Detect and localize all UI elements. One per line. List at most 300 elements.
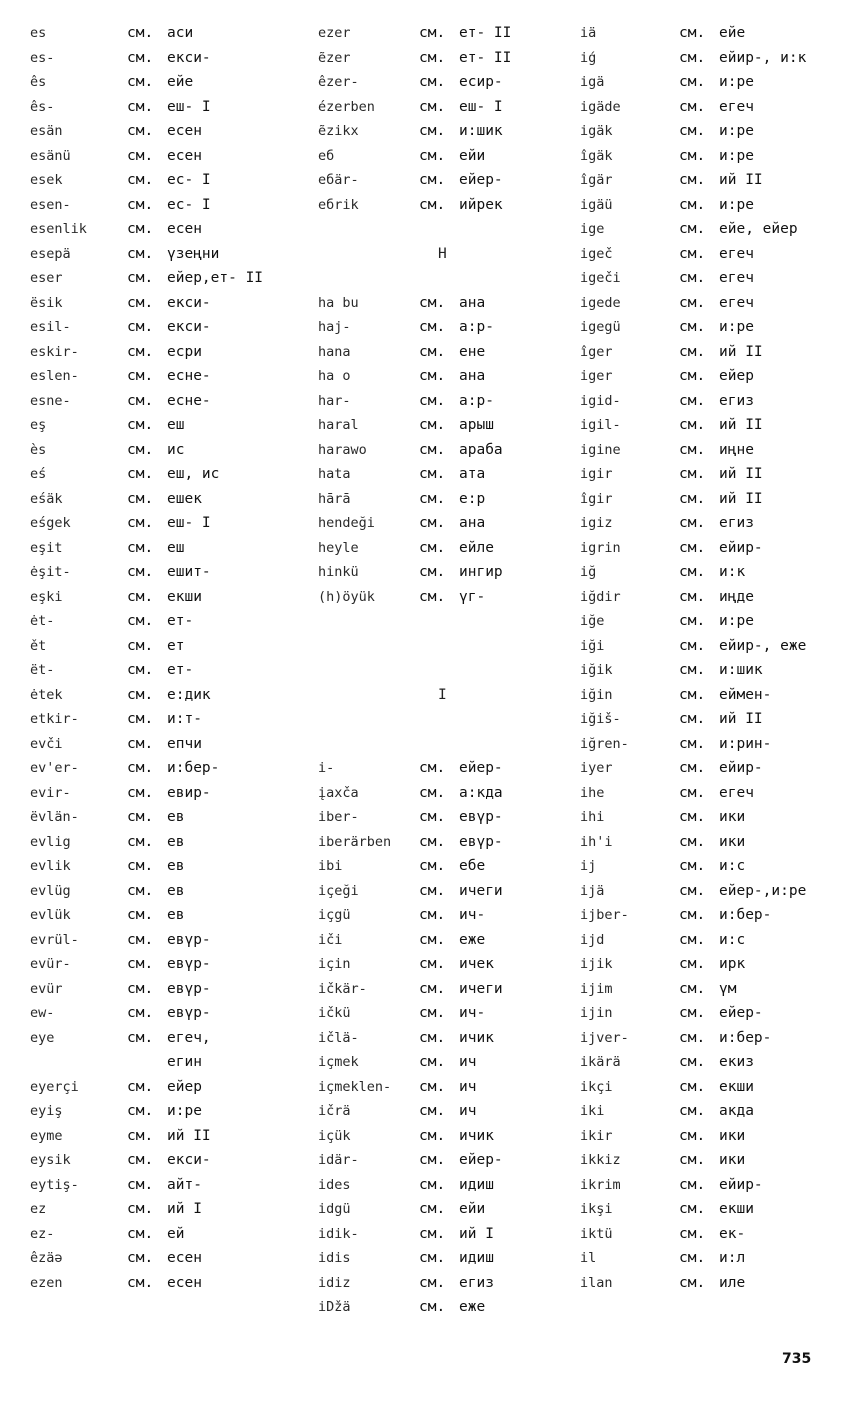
cross-ref-target: есне- (167, 392, 211, 409)
cross-ref-target: ичеги (459, 882, 503, 899)
headword: ikkiz (580, 1152, 621, 1168)
headword: eslen- (30, 368, 79, 384)
cross-ref-marker: см. (679, 172, 706, 188)
dictionary-entry (30, 805, 263, 830)
dictionary-entry (318, 389, 511, 414)
cross-ref-target: егеч (719, 294, 754, 311)
dictionary-entry (580, 536, 806, 561)
headword: ijber- (580, 907, 629, 923)
dictionary-entry (580, 462, 806, 487)
headword: esen- (30, 196, 71, 213)
headword: eśäk (30, 490, 63, 507)
cross-ref-marker: см. (679, 1005, 706, 1021)
dictionary-entry (580, 879, 806, 904)
cross-ref-target: аси (167, 25, 194, 41)
cross-ref-marker: см. (419, 1152, 446, 1168)
cross-ref-marker: см. (679, 123, 706, 139)
cross-ref-marker: см. (127, 1176, 154, 1193)
cross-ref-marker: см. (127, 784, 154, 801)
cross-ref-target: иңде (719, 588, 754, 605)
headword: esänü (30, 147, 71, 164)
cross-ref-marker: см. (679, 564, 706, 580)
cross-ref-target: а:р- (459, 392, 494, 409)
dictionary-entry (30, 291, 263, 316)
headword: ikärä (580, 1054, 621, 1070)
column-1 (30, 21, 263, 1295)
dictionary-entry (580, 144, 806, 169)
dictionary-entry (318, 70, 511, 95)
cross-ref-marker: см. (679, 980, 706, 997)
dictionary-entry (580, 46, 806, 71)
cross-ref-marker: см. (419, 1176, 446, 1193)
cross-ref-marker: см. (419, 417, 446, 433)
headword: eś (30, 466, 47, 482)
cross-ref-target: еймен- (719, 686, 772, 703)
headword: eş (30, 417, 47, 433)
cross-ref-target: екси- (167, 319, 211, 335)
cross-ref-target: ичик (459, 1127, 494, 1144)
dictionary-entry (30, 389, 263, 414)
headword: igegü (580, 319, 621, 335)
cross-ref-marker: см. (679, 588, 706, 605)
cross-ref-marker: см. (127, 196, 154, 213)
cross-ref-marker: см. (419, 196, 446, 213)
cross-ref-target: и:л (719, 1250, 746, 1266)
cross-ref-marker: см. (419, 98, 446, 115)
section-letter: H (438, 245, 447, 262)
cross-ref-target: а:р- (459, 319, 494, 335)
headword: igede (580, 294, 621, 311)
cross-ref-target: ий II (719, 466, 763, 482)
cross-ref-marker: см. (419, 147, 446, 164)
headword: es (30, 25, 47, 41)
headword: hinkü (318, 564, 359, 580)
cross-ref-marker: см. (127, 735, 154, 752)
cross-ref-marker: см. (127, 123, 154, 139)
dictionary-entry (30, 438, 263, 463)
headword: iğik (580, 662, 613, 678)
cross-ref-marker: см. (679, 711, 706, 727)
dictionary-entry (30, 462, 263, 487)
dictionary-entry (318, 1099, 511, 1124)
cross-ref-target: ата (459, 466, 486, 482)
dictionary-entry (30, 1075, 263, 1100)
cross-ref-marker: см. (127, 809, 154, 825)
dictionary-entry (30, 46, 263, 71)
dictionary-entry (318, 756, 511, 781)
cross-ref-marker: см. (127, 221, 154, 237)
dictionary-entry (580, 732, 806, 757)
dictionary-entry (580, 1050, 806, 1075)
headword: ijd (580, 931, 605, 948)
cross-ref-target: арыш (459, 417, 494, 433)
headword: ezer (318, 25, 351, 41)
cross-ref-target: и:шик (459, 123, 503, 139)
headword: eskir- (30, 343, 79, 360)
cross-ref-target: есир- (459, 74, 503, 90)
cross-ref-target: ий II (719, 490, 763, 507)
headword: ides (318, 1176, 351, 1193)
dictionary-entry (30, 707, 263, 732)
dictionary-entry (30, 95, 263, 120)
cross-ref-target: есен (167, 1274, 202, 1291)
headword: haj- (318, 319, 351, 335)
dictionary-entry (580, 1099, 806, 1124)
headword: ëvlän- (30, 809, 79, 825)
cross-ref-target: ене (459, 343, 486, 360)
cross-ref-marker: см. (419, 1274, 446, 1291)
cross-ref-marker: см. (127, 637, 154, 654)
headword: įaxča (318, 784, 359, 801)
cross-ref-marker: см. (679, 441, 706, 458)
dictionary-entry (30, 21, 263, 46)
dictionary-entry (318, 46, 511, 71)
dictionary-entry (318, 144, 511, 169)
dictionary-entry (580, 413, 806, 438)
cross-ref-target: ий II (719, 417, 763, 433)
cross-ref-marker: см. (679, 858, 706, 874)
cross-ref-marker: см. (419, 343, 446, 360)
headword: ẽzer (318, 49, 351, 66)
cross-ref-marker: см. (419, 980, 446, 997)
headword: iğren- (580, 735, 629, 752)
cross-ref-marker: см. (679, 294, 706, 311)
dictionary-entry (318, 952, 511, 977)
cross-ref-marker: см. (679, 221, 706, 237)
cross-ref-marker: см. (419, 123, 446, 139)
dictionary-entry (30, 511, 263, 536)
headword: îgär (580, 172, 613, 188)
dictionary-entry (30, 70, 263, 95)
headword: ézerben (318, 98, 375, 115)
cross-ref-target: идиш (459, 1250, 494, 1266)
cross-ref-marker: см. (419, 858, 446, 874)
column-2 (318, 21, 511, 1320)
cross-ref-marker: см. (127, 882, 154, 899)
cross-ref-target: ебе (459, 858, 486, 874)
cross-ref-marker: см. (127, 466, 154, 482)
headword: igäk (580, 123, 613, 139)
cross-ref-target: есен (167, 1250, 202, 1266)
cross-ref-target: е:р (459, 490, 486, 507)
dictionary-entry (318, 1124, 511, 1149)
cross-ref-target: и:ре (719, 123, 754, 139)
dictionary-entry (580, 511, 806, 536)
dictionary-entry (30, 952, 263, 977)
cross-ref-marker: см. (127, 294, 154, 311)
cross-ref-marker: см. (127, 1274, 154, 1291)
cross-ref-marker: см. (419, 490, 446, 507)
headword: iğiš- (580, 711, 621, 727)
headword: êzäə (30, 1250, 63, 1266)
dictionary-entry (30, 193, 263, 218)
cross-ref-marker: см. (419, 294, 446, 311)
headword: eбär- (318, 172, 359, 188)
dictionary-entry (580, 193, 806, 218)
dictionary-entry (580, 707, 806, 732)
cross-ref-target: ет- II (459, 49, 512, 66)
dictionary-entry (30, 217, 263, 242)
cross-ref-marker: см. (127, 490, 154, 507)
dictionary-entry (30, 364, 263, 389)
dictionary-entry (580, 168, 806, 193)
cross-ref-target: еже (459, 1299, 486, 1315)
cross-ref-target: ий II (719, 343, 763, 360)
dictionary-entry (318, 879, 511, 904)
dictionary-entry (580, 903, 806, 928)
headword: ičlä- (318, 1029, 359, 1046)
cross-ref-target: еже (459, 931, 486, 948)
cross-ref-marker: см. (419, 809, 446, 825)
cross-ref-target: и:ре (719, 319, 754, 335)
dictionary-entry (318, 928, 511, 953)
cross-ref-target: ейе (167, 74, 194, 90)
dictionary-entry (30, 1099, 263, 1124)
dictionary-entry (318, 438, 511, 463)
cross-ref-marker: см. (679, 907, 706, 923)
headword: idiz (318, 1274, 351, 1291)
dictionary-entry (580, 634, 806, 659)
blank-row (318, 634, 511, 659)
dictionary-entry (318, 1001, 511, 1026)
cross-ref-marker: см. (127, 417, 154, 433)
headword: iği (580, 637, 605, 654)
cross-ref-marker: см. (127, 539, 154, 556)
headword: eyerçi (30, 1078, 79, 1095)
dictionary-entry (580, 683, 806, 708)
cross-ref-marker: см. (679, 613, 706, 629)
headword: igir (580, 466, 613, 482)
dictionary-entry (30, 928, 263, 953)
headword: ihi (580, 809, 605, 825)
headword: ět (30, 637, 47, 654)
cross-ref-marker: см. (679, 539, 706, 556)
dictionary-entry (30, 830, 263, 855)
dictionary-entry (580, 658, 806, 683)
headword: ez (30, 1201, 47, 1217)
cross-ref-target: екси- (167, 49, 211, 66)
headword: idär- (318, 1152, 359, 1168)
cross-ref-target: ики (719, 809, 746, 825)
cross-ref-marker: см. (679, 735, 706, 752)
dictionary-entry (318, 805, 511, 830)
dictionary-entry (30, 781, 263, 806)
cross-ref-target: егиз (459, 1274, 494, 1291)
cross-ref-target: ич (459, 1078, 477, 1095)
cross-ref-target: и:с (719, 858, 746, 874)
dictionary-entry (30, 903, 263, 928)
cross-ref-marker: см. (127, 980, 154, 997)
cross-ref-marker: см. (679, 368, 706, 384)
cross-ref-marker: см. (679, 686, 706, 703)
dictionary-entry (580, 1246, 806, 1271)
dictionary-entry (580, 217, 806, 242)
cross-ref-target: үм (719, 980, 737, 997)
cross-ref-target: есен (167, 147, 202, 164)
dictionary-entry (318, 854, 511, 879)
cross-ref-marker: см. (127, 1078, 154, 1095)
cross-ref-target: ев (167, 809, 185, 825)
cross-ref-target: егиз (719, 515, 754, 531)
headword: ijin (580, 1005, 613, 1021)
dictionary-entry (318, 21, 511, 46)
cross-ref-target: ана (459, 368, 486, 384)
cross-ref-target: ингир (459, 564, 503, 580)
cross-ref-marker: см. (419, 466, 446, 482)
dictionary-entry (318, 487, 511, 512)
dictionary-entry (30, 413, 263, 438)
cross-ref-marker: см. (419, 784, 446, 801)
dictionary-entry (30, 1124, 263, 1149)
headword: (h)öyük (318, 588, 375, 605)
cross-ref-marker: см. (419, 1127, 446, 1144)
dictionary-entry (580, 315, 806, 340)
cross-ref-target: ий I (167, 1201, 202, 1217)
headword: igä (580, 74, 605, 90)
headword: ès (30, 441, 47, 458)
cross-ref-marker: см. (679, 147, 706, 164)
cross-ref-target: иле (719, 1274, 746, 1291)
headword: eysik (30, 1152, 71, 1168)
cross-ref-marker: см. (679, 392, 706, 409)
cross-ref-marker: см. (679, 245, 706, 262)
dictionary-entry (318, 462, 511, 487)
cross-ref-marker: см. (127, 441, 154, 458)
dictionary-entry (318, 291, 511, 316)
headword: ih'i (580, 833, 613, 850)
dictionary-entry (30, 1246, 263, 1271)
headword: igäde (580, 98, 621, 115)
headword: ev'er- (30, 760, 79, 776)
headword: ikrim (580, 1176, 621, 1193)
dictionary-entry (30, 536, 263, 561)
cross-ref-marker: см. (419, 1299, 446, 1315)
dictionary-entry (580, 21, 806, 46)
cross-ref-marker: см. (419, 1005, 446, 1021)
cross-ref-marker: см. (127, 1005, 154, 1021)
cross-ref-marker: см. (127, 74, 154, 90)
dictionary-entry (30, 144, 263, 169)
cross-ref-target: есри (167, 343, 202, 360)
headword: iä (580, 25, 597, 41)
cross-ref-target: егиз (719, 392, 754, 409)
dictionary-entry (318, 511, 511, 536)
cross-ref-target: егеч (719, 245, 754, 262)
section-header (318, 242, 511, 267)
cross-ref-target: ий II (167, 1127, 211, 1144)
dictionary-entry (580, 1271, 806, 1296)
dictionary-entry (580, 609, 806, 634)
headword: îger (580, 343, 613, 360)
dictionary-entry (580, 95, 806, 120)
cross-ref-marker: см. (127, 1225, 154, 1242)
cross-ref-marker: см. (127, 343, 154, 360)
dictionary-entry (580, 1173, 806, 1198)
cross-ref-target: ев (167, 907, 185, 923)
page-number: 735 (782, 1351, 812, 1367)
blank-row (318, 732, 511, 757)
cross-ref-target: ет- II (459, 25, 512, 41)
headword: igil- (580, 417, 621, 433)
cross-ref-marker: см. (679, 833, 706, 850)
cross-ref-target: и:рин- (719, 735, 772, 752)
cross-ref-marker: см. (419, 25, 446, 41)
headword: evür (30, 980, 63, 997)
cross-ref-marker: см. (419, 588, 446, 605)
cross-ref-marker: см. (419, 539, 446, 556)
cross-ref-target: ий II (719, 711, 763, 727)
cross-ref-marker: см. (127, 956, 154, 972)
cross-ref-target: ейир-, и:к (719, 49, 807, 66)
cross-ref-marker: см. (419, 1103, 446, 1119)
dictionary-entry (30, 315, 263, 340)
cross-ref-target: үг- (459, 588, 486, 605)
cross-ref-target: ис (167, 441, 185, 458)
cross-ref-marker: см. (127, 686, 154, 703)
cross-ref-marker: см. (419, 1201, 446, 1217)
headword: igrin (580, 539, 621, 556)
headword: esän (30, 123, 63, 139)
cross-ref-marker: см. (679, 882, 706, 899)
cross-ref-marker: см. (679, 760, 706, 776)
headword: etkir- (30, 711, 79, 727)
dictionary-entry (318, 1246, 511, 1271)
cross-ref-target: и:бер- (719, 907, 772, 923)
dictionary-entry (580, 830, 806, 855)
cross-ref-marker: см. (127, 49, 154, 66)
dictionary-entry (580, 1222, 806, 1247)
dictionary-entry (580, 756, 806, 781)
headword: esne- (30, 392, 71, 409)
cross-ref-target: еш (167, 417, 185, 433)
headword: iktü (580, 1225, 613, 1242)
dictionary-entry (580, 1124, 806, 1149)
dictionary-entry (580, 928, 806, 953)
cross-ref-marker: см. (679, 1029, 706, 1046)
headword: esek (30, 172, 63, 188)
cross-ref-target: евүр- (167, 980, 211, 997)
cross-ref-target: ев (167, 858, 185, 874)
cross-ref-marker: см. (679, 466, 706, 482)
headword: ijver- (580, 1029, 629, 1046)
cross-ref-target: ейи (459, 1201, 486, 1217)
cross-ref-target: ет- (167, 613, 194, 629)
cross-ref-target: и:ре (167, 1103, 202, 1119)
cross-ref-marker: см. (127, 662, 154, 678)
cross-ref-target: евүр- (459, 833, 503, 850)
dictionary-entry (30, 1197, 263, 1222)
cross-ref-target: ес- I (167, 196, 211, 213)
cross-ref-target: ейер- (719, 1005, 763, 1021)
cross-ref-marker: см. (679, 417, 706, 433)
headword: evči (30, 735, 63, 752)
dictionary-entry (580, 1001, 806, 1026)
cross-ref-marker: см. (127, 1250, 154, 1266)
cross-ref-target: егеч, (167, 1029, 211, 1046)
dictionary-entry (30, 340, 263, 365)
cross-ref-target: ейер (167, 1078, 202, 1095)
headword: iğin (580, 686, 613, 703)
cross-ref-marker: см. (419, 392, 446, 409)
cross-ref-marker: см. (679, 319, 706, 335)
cross-ref-target: ес- I (167, 172, 211, 188)
cross-ref-target: ейир- (719, 1176, 763, 1193)
cross-ref-marker: см. (419, 1054, 446, 1070)
headword: iğdir (580, 588, 621, 605)
dictionary-entry (580, 805, 806, 830)
dictionary-entry (580, 70, 806, 95)
cross-ref-target: ичик (459, 1029, 494, 1046)
